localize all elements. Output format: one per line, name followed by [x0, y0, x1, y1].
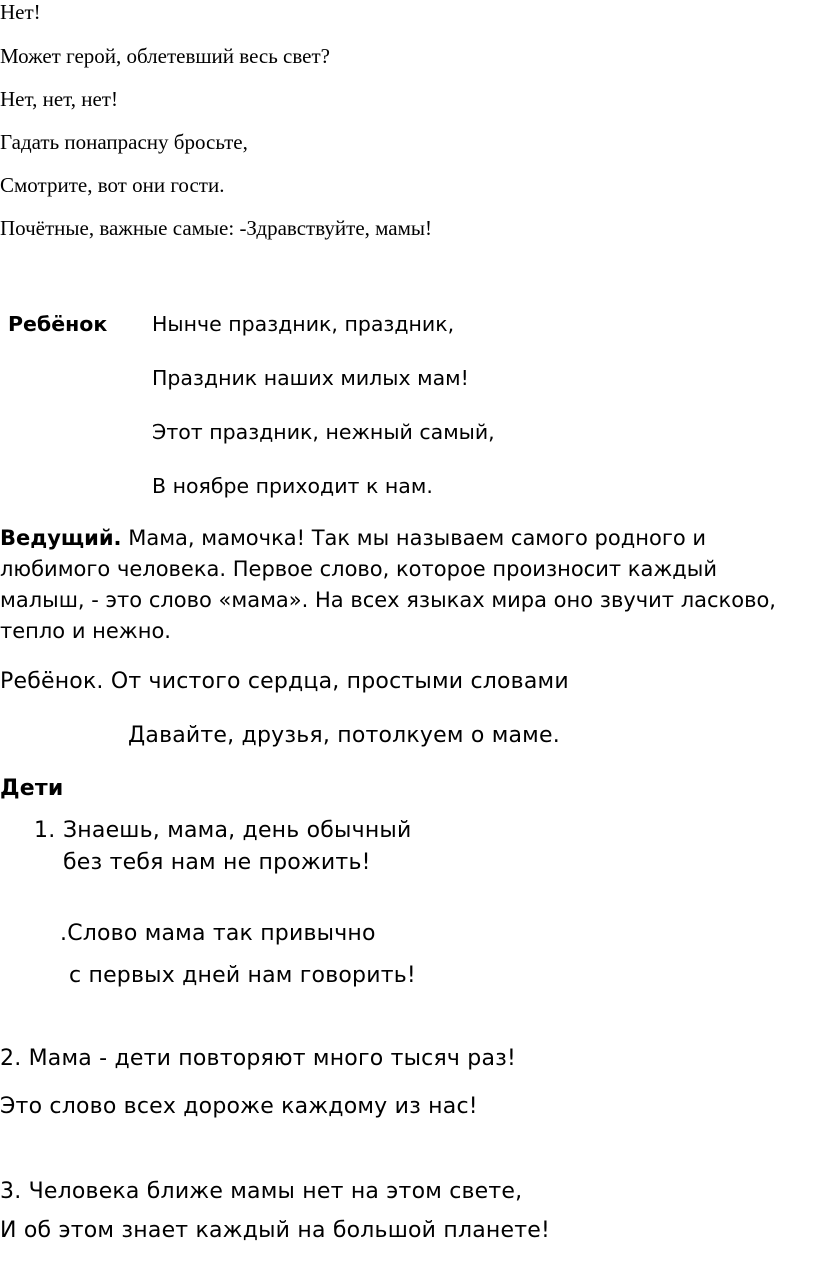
host-line-2: любимого человека. Первое слово, которое произносит каждый [0, 557, 718, 581]
child-speaker-label: Ребёнок [8, 312, 108, 336]
host-text-1: Мама, мамочка! Так мы называем самого родного и [121, 526, 707, 550]
verse3-line-2: И об этом знает каждый на большой планете! [0, 1218, 550, 1243]
child-poem-line-4: В ноябре приходит к нам. [152, 474, 433, 498]
host-line-1 [0, 523, 812, 554]
verse2-line-2: Это слово всех дороже каждому из нас! [0, 1094, 478, 1119]
host-line-3: малыш, - это слово «мама». На всех языках мира оно звучит ласково, [0, 588, 776, 612]
intro-line-6: Почётные, важные самые: -Здравствуйте, мамы! [0, 216, 433, 240]
verse1-line-4: с первых дней нам говорить! [69, 963, 416, 988]
intro-line-2: Может герой, облетевший весь свет? [0, 44, 330, 68]
verse1-line-1: Знаешь, мама, день обычный [63, 818, 412, 843]
child-two-line-1: Ребёнок. От чистого сердца, простыми словами [0, 669, 569, 694]
child-poem-line-2: Праздник наших милых мам! [152, 366, 469, 390]
child-poem-line-3: Этот праздник, нежный самый, [152, 420, 495, 444]
intro-line-5: Смотрите, вот они гости. [0, 173, 225, 197]
host-speaker-label: Ведущий. [0, 526, 122, 550]
verse3-line-1: 3. Человека ближе мамы нет на этом свете, [0, 1179, 523, 1204]
verse2-line-1: 2. Мама - дети повторяют много тысяч раз! [0, 1046, 517, 1071]
verse1-line-3: .Слово мама так привычно [60, 921, 376, 946]
verse1-number: 1. [34, 818, 56, 843]
verse1-line-2: без тебя нам не прожить! [63, 850, 371, 875]
intro-line-3: Нет, нет, нет! [0, 87, 118, 111]
intro-line-4: Гадать понапрасну бросьте, [0, 130, 248, 154]
children-heading: Дети [0, 776, 64, 801]
child-poem-line-1: Нынче праздник, праздник, [152, 312, 455, 336]
host-paragraph [0, 523, 812, 647]
host-line-4: тепло и нежно. [0, 619, 171, 643]
child-two-line-2: Давайте, друзья, потолкуем о маме. [128, 723, 560, 748]
intro-line-1: Нет! [0, 0, 41, 24]
